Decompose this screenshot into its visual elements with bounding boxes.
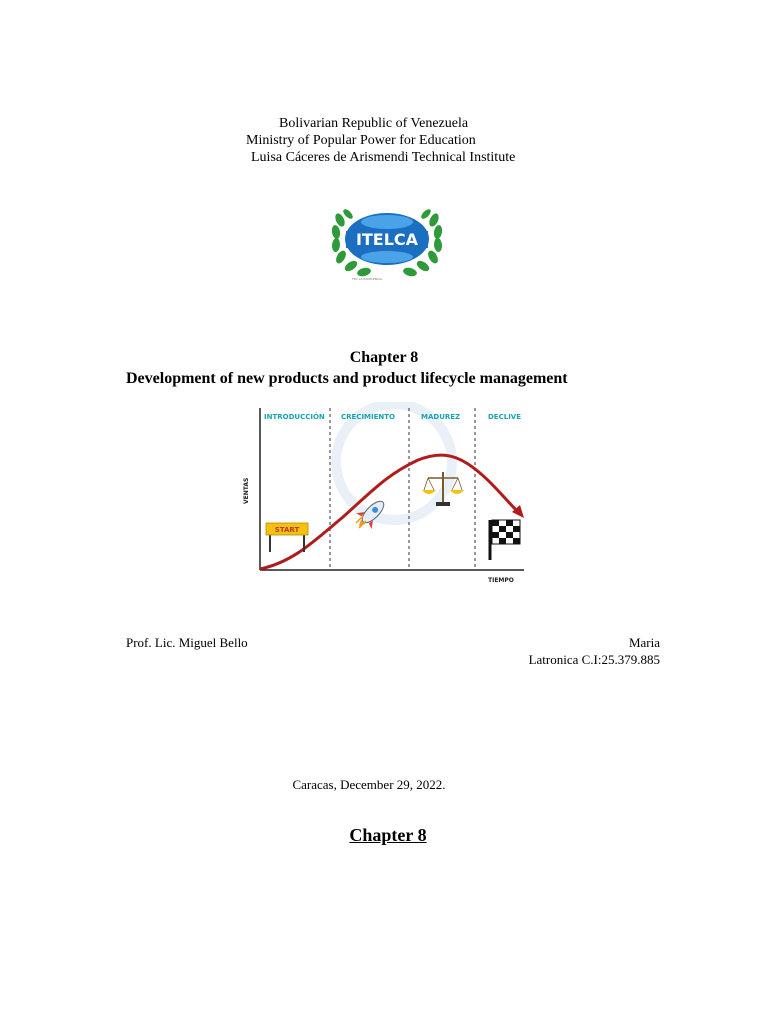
y-axis-label: VENTAS	[243, 477, 250, 504]
stage-label-declive: DECLIVE	[488, 413, 521, 421]
student-name-line1: Maria	[628, 635, 660, 650]
watermark-icon	[336, 404, 452, 520]
lifecycle-curve	[260, 455, 520, 569]
header-line-ministry: Ministry of Popular Power for Education	[246, 133, 476, 148]
chapter-title: Chapter 8	[349, 349, 419, 366]
chapter-subtitle: Development of new products and product lifecycle management	[126, 370, 568, 387]
laurel-wreath-icon	[330, 206, 444, 282]
student-name-line2: Latronica C.I:25.379.885	[528, 652, 660, 667]
start-sign-icon	[266, 523, 308, 552]
svg-text:START: START	[274, 526, 300, 534]
checkered-flag-icon	[490, 520, 520, 560]
professor-name: Prof. Lic. Miguel Bello	[126, 635, 248, 650]
place-date: Caracas, December 29, 2022.	[292, 777, 446, 792]
header-line-institute: Luisa Cáceres de Arismendi Technical Institute	[251, 150, 516, 165]
header-line-republic: Bolivarian Republic of Venezuela	[279, 116, 469, 131]
scale-icon	[422, 472, 464, 506]
x-axis-label: TIEMPO	[488, 577, 514, 584]
chapter-heading: Chapter 8	[349, 825, 427, 845]
stage-label-madurez: MADUREZ	[421, 413, 461, 421]
itelca-logo	[330, 206, 444, 282]
product-lifecycle-figure	[238, 402, 550, 588]
stage-label-crecimiento: CRECIMIENTO	[341, 413, 395, 421]
logo-text: ITELCA	[355, 230, 419, 249]
logo-small-text: TEC LA EXCELENCIA	[352, 277, 383, 281]
stage-label-introduccion: INTRODUCCIÓN	[264, 413, 325, 421]
